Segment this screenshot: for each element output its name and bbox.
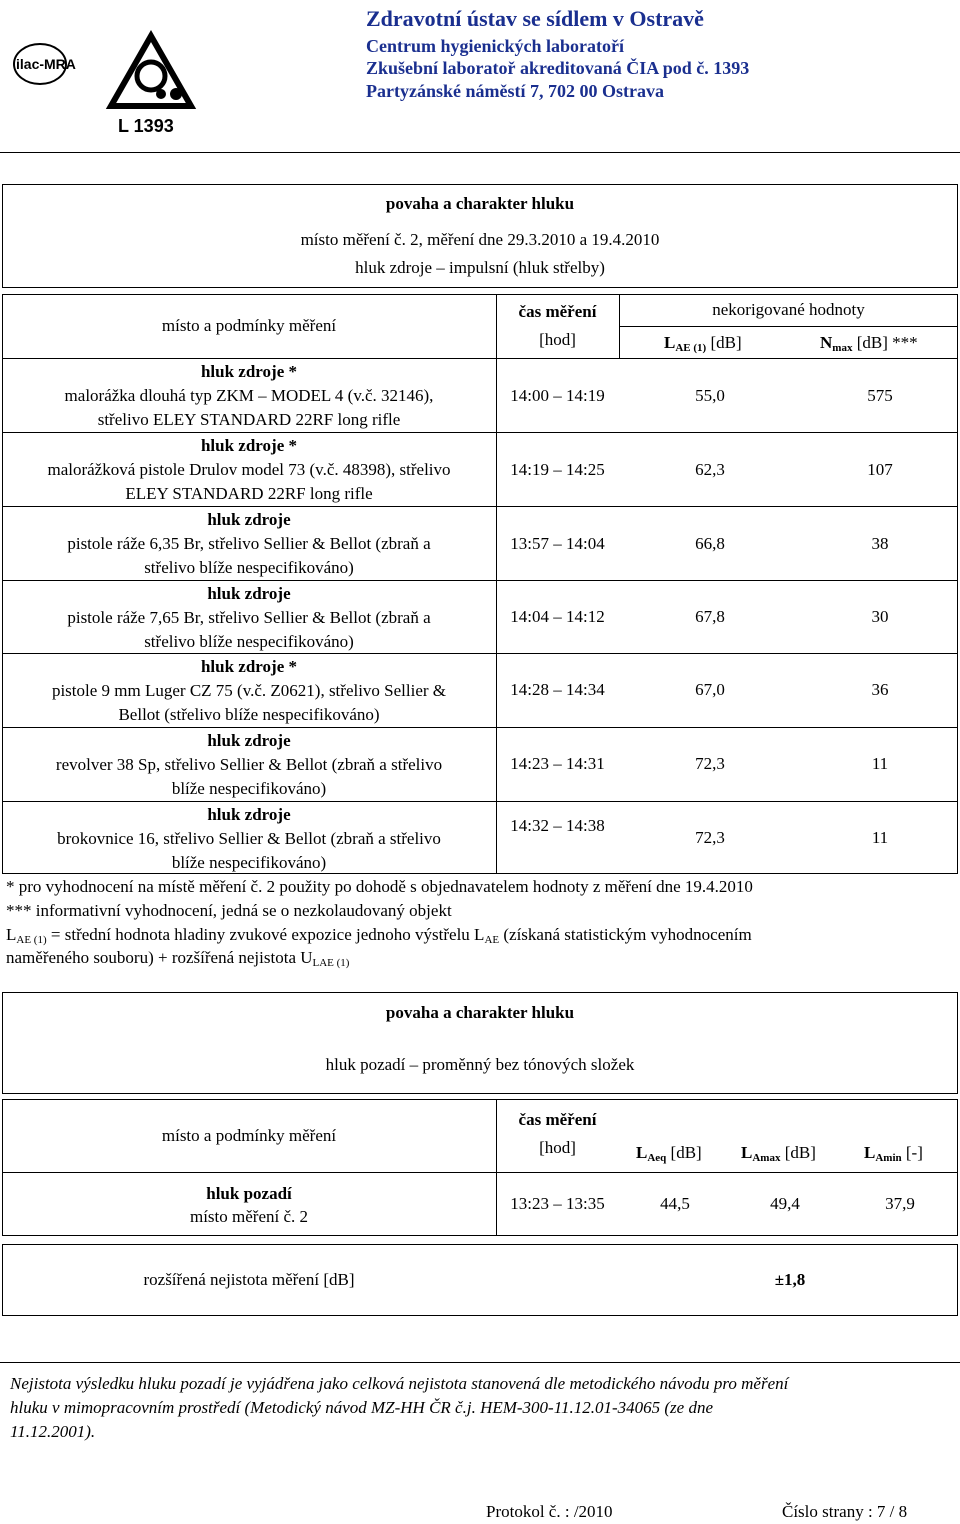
row-title: hluk pozadí [206, 1184, 292, 1203]
footnote-line1: Nejistota výsledku hluku pozadí je vyjádřena jako celková nejistota stanovená dle metodického návodu pro měření [10, 1374, 789, 1393]
row-line1: revolver 38 Sp, střelivo Sellier & Bellot (zbraň a střelivo [55, 755, 443, 774]
row-nmax: 36 [871, 680, 889, 699]
row-time: 14:32 – 14:38 [510, 816, 605, 835]
address: Partyzánské náměstí 7, 702 00 Ostrava [366, 81, 664, 101]
note-3: $L_{AE (1)}$ = střední hodnota hladiny zvukové expozice jednoho výstřelu $L_{AE}$ (získaná statistickým vyhodnocením [6, 925, 752, 946]
table1-row-sep [2, 432, 958, 433]
table1-header-sep [2, 358, 958, 359]
table1-col-lae: $L_{AE (1)}$ [dB] [664, 333, 742, 354]
table2-header-sep [2, 1172, 958, 1173]
row-nmax: 30 [871, 607, 889, 626]
footnote-line3: 11.12.2001). [10, 1422, 96, 1441]
row-line2: blíže nespecifikováno) [171, 779, 327, 798]
section1-line1: místo měření č. 2, měření dne 29.3.2010 a 19.4.2010 [300, 230, 660, 249]
table2-col-laeq: $L_{Aeq}$ [dB] [636, 1143, 702, 1164]
table1-col-time: čas měření [518, 302, 597, 321]
row-lae: 72,3 [695, 754, 725, 773]
section1-line2: hluk zdroje – impulsní (hluk střelby) [355, 258, 605, 277]
footnote [10, 1372, 950, 1444]
section2-title: povaha a charakter hluku [385, 1003, 575, 1022]
row-nmax: 575 [867, 386, 893, 405]
row-lae: 67,8 [695, 607, 725, 626]
table2-col-place: místo a podmínky měření [161, 1126, 337, 1145]
table1-row-sep [2, 506, 958, 507]
logo-ilac-text: ilac-MRA [16, 56, 76, 72]
row-lae: 55,0 [695, 386, 725, 405]
table1-sub-sep [619, 326, 958, 327]
row-nmax: 38 [871, 534, 889, 553]
row-time: 14:04 – 14:12 [510, 607, 605, 626]
table1-col-values: nekorigované hodnoty [712, 300, 865, 319]
row-nmax: 107 [867, 460, 893, 479]
table1-col-nmax: $N_{max}$ [dB] *** [820, 333, 918, 354]
accreditation: Zkušební laboratoř akreditovaná ČIA pod č. 1393 [366, 58, 750, 78]
row-place: místo měření č. 2 [189, 1207, 309, 1226]
row-nmax: 11 [871, 754, 889, 773]
footnote-divider [0, 1362, 960, 1363]
footer-protocol: Protokol č. : /2010 [486, 1502, 613, 1521]
row-time: 14:23 – 14:31 [510, 754, 605, 773]
lab-name: Centrum hygienických laboratoří [366, 36, 624, 56]
row-line2: Bellot (střelivo blíže nespecifikováno) [118, 705, 380, 724]
row-lamax: 49,4 [770, 1194, 800, 1213]
footer-page: Číslo strany : 7 / 8 [782, 1502, 908, 1521]
row-title: hluk zdroje [207, 731, 291, 750]
row-line2: ELEY STANDARD 22RF long rifle [125, 484, 373, 503]
note-2: *** informativní vyhodnocení, jedná se o nezkolaudovaný objekt [6, 901, 452, 920]
row-line1: malorážka dlouhá typ ZKM – MODEL 4 (v.č. 32146), [64, 386, 434, 405]
note-4: naměřeného souboru) + rozšířená nejistota $U_{LAE (1)}$ [6, 948, 350, 969]
org-name: Zdravotní ústav se sídlem v Ostravě [366, 6, 704, 31]
table1-row-sep [2, 580, 958, 581]
row-lae: 66,8 [695, 534, 725, 553]
row-line2: střelivo blíže nespecifikováno) [144, 632, 354, 651]
note-1: * pro vyhodnocení na místě měření č. 2 použity po dohodě s objednavatelem hodnoty z měření dne 19.4.2010 [6, 877, 753, 896]
row-title: hluk zdroje * [200, 657, 298, 676]
row-time: 13:57 – 14:04 [510, 534, 605, 553]
row-time: 14:00 – 14:19 [510, 386, 605, 405]
row-title: hluk zdroje [207, 510, 291, 529]
row-line1: pistole ráže 6,35 Br, střelivo Sellier & Bellot (zbraň a [67, 534, 431, 553]
row-title: hluk zdroje * [200, 436, 298, 455]
header-divider [0, 152, 960, 153]
row-nmax: 11 [871, 828, 889, 847]
table1-col-place: místo a podmínky měření [161, 316, 337, 335]
row-lamin: 37,9 [885, 1194, 915, 1213]
row-line2: blíže nespecifikováno) [171, 853, 327, 872]
row-title: hluk zdroje [207, 584, 291, 603]
row-line2: střelivo blíže nespecifikováno) [144, 558, 354, 577]
row-time: 14:19 – 14:25 [510, 460, 605, 479]
table1-col-time-unit: [hod] [539, 330, 576, 349]
row-line1: pistole ráže 7,65 Br, střelivo Sellier & Bellot (zbraň a [67, 608, 431, 627]
table2-col-lamin: $L_{Amin}$ [-] [864, 1143, 923, 1164]
table1-row-sep [2, 801, 958, 802]
table1-vsep1 [496, 294, 497, 874]
row-line2: střelivo ELEY STANDARD 22RF long rifle [97, 410, 401, 429]
row-line1: brokovnice 16, střelivo Sellier & Bellot (zbraň a střelivo [57, 829, 441, 848]
table2-col-time: čas měření [518, 1110, 597, 1129]
row-laeq: 44,5 [660, 1194, 690, 1213]
section1-title: povaha a charakter hluku [385, 194, 575, 213]
row-lae: 72,3 [695, 828, 725, 847]
row-title: hluk zdroje * [200, 362, 298, 381]
row-time: 13:23 – 13:35 [510, 1194, 605, 1213]
table1-row-sep [2, 727, 958, 728]
section2-line1: hluk pozadí – proměnný bez tónových složek [325, 1055, 635, 1074]
row-lae: 67,0 [695, 680, 725, 699]
uncertainty-label: rozšířená nejistota měření [dB] [143, 1270, 355, 1289]
table2-col-lamax: $L_{Amax}$ [dB] [741, 1143, 816, 1164]
footnote-line2: hluku v mimopracovním prostředí (Metodický návod MZ-HH ČR č.j. HEM-300-11.12.01-34065 (ze dne [10, 1398, 713, 1417]
logo-code: L 1393 [118, 116, 174, 136]
row-lae: 62,3 [695, 460, 725, 479]
row-line1: malorážková pistole Drulov model 73 (v.č. 48398), střelivo [47, 460, 451, 479]
uncertainty-value: ±1,8 [774, 1270, 806, 1289]
row-line1: pistole 9 mm Luger CZ 75 (v.č. Z0621), střelivo Sellier & [51, 681, 447, 700]
row-title: hluk zdroje [207, 805, 291, 824]
logo [8, 6, 198, 146]
row-time: 14:28 – 14:34 [510, 680, 605, 699]
table2-col-time-unit: [hod] [539, 1138, 576, 1157]
